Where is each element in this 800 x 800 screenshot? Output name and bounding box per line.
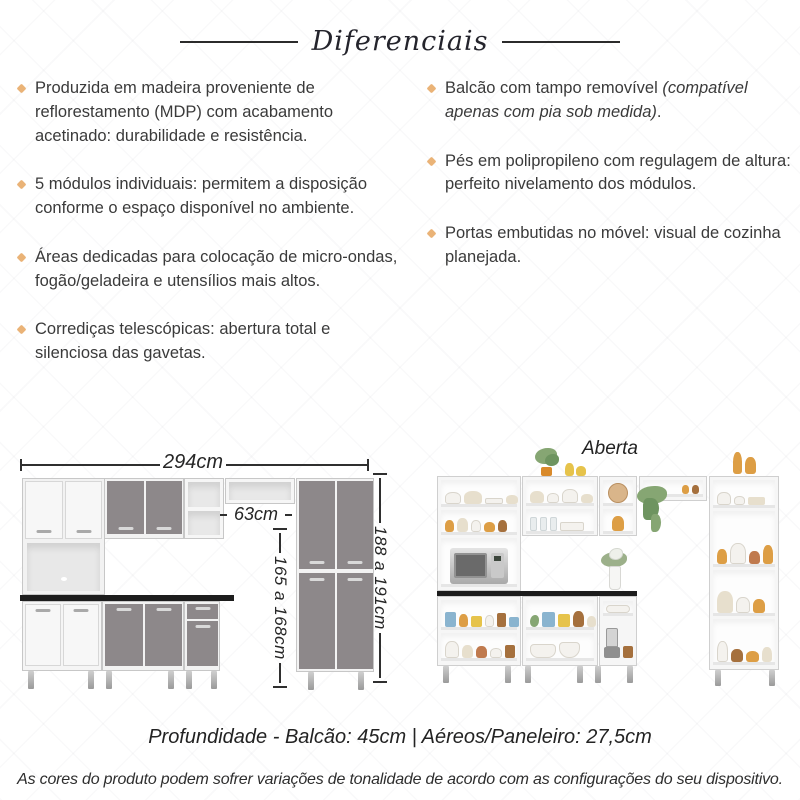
door-handle — [348, 578, 363, 581]
bottle-icon — [763, 545, 773, 564]
pot-icon — [530, 644, 556, 658]
shelf-with-dishes — [441, 480, 517, 507]
cabinet-leg — [769, 670, 775, 686]
feature-text: Pés em polipropileno com regulagem de altura: perfeito nivelamento dos módulos. — [445, 151, 791, 194]
cabinet-door — [299, 481, 335, 569]
dimension-line — [279, 663, 281, 683]
door-handle — [310, 561, 325, 564]
canister-icon — [530, 491, 544, 503]
canister-icon — [576, 466, 586, 476]
cabinet-door — [145, 604, 182, 666]
canister-icon — [736, 597, 750, 613]
shelf-with-groceries — [526, 600, 594, 630]
blender-jug — [606, 628, 618, 647]
feature-text-suffix: . — [656, 102, 662, 121]
bullet-diamond-icon — [17, 325, 27, 335]
dimension-tick — [285, 514, 292, 516]
dimension-tick — [20, 459, 22, 471]
bottle-icon — [745, 457, 756, 474]
dimension-line — [379, 478, 381, 523]
cabinet-leg — [577, 666, 583, 683]
bullet-diamond-icon — [17, 84, 27, 94]
grocery-box-icon — [542, 612, 555, 627]
drawer-handle — [195, 607, 210, 610]
feature-text: Portas embutidas no móvel: visual de cozinha planejada. — [445, 224, 781, 266]
niche-hole — [61, 577, 67, 581]
cabinet-leg — [211, 671, 217, 689]
feature-text: Áreas dedicadas para colocação de micro-ondas, fogão/geladeira e utensílios mais altos. — [35, 247, 398, 290]
dimension-line — [279, 533, 281, 553]
features-left-column — [18, 77, 404, 391]
cabinet-door — [63, 604, 99, 666]
open-diagram-label: Aberta — [582, 438, 638, 459]
cabinet-leg — [106, 671, 112, 689]
bullet-diamond-icon — [427, 229, 437, 239]
title-rule-right — [502, 41, 620, 43]
cabinet-leg — [505, 666, 511, 683]
microwave-niche-open — [441, 538, 517, 587]
bullet-diamond-icon — [17, 252, 27, 262]
open-pantry-cabinet — [709, 476, 779, 670]
door-handle — [195, 625, 210, 628]
door-handle — [157, 527, 172, 530]
open-base-cabinet — [437, 596, 521, 666]
door-handle — [37, 530, 52, 533]
features-right-column — [428, 77, 792, 295]
base-cabinet-gray — [102, 601, 184, 671]
pantry-shelf — [713, 619, 775, 665]
bowl-icon — [490, 648, 502, 658]
depth-note: Profundidade - Balcão: 45cm | Aéreos/Paneleiro: 27,5cm — [148, 726, 652, 748]
cabinet-leg — [443, 666, 449, 683]
dimension-line — [21, 464, 160, 466]
glass-icon — [530, 517, 537, 531]
canister-icon — [717, 492, 731, 505]
canister-icon — [562, 489, 578, 503]
plate-stack-icon — [748, 497, 765, 505]
dimension-tick — [367, 459, 369, 471]
plate-stack-icon — [485, 498, 503, 504]
cabinet-leg — [358, 672, 364, 690]
blender-base — [604, 647, 620, 658]
cabinet-leg — [88, 671, 94, 689]
dimension-tick — [273, 528, 287, 530]
canister-icon — [730, 543, 746, 564]
canister-icon — [717, 591, 733, 613]
jar-icon — [731, 649, 743, 662]
open-tower-cabinet — [437, 476, 521, 591]
upper-cabinet-white-tower — [22, 478, 105, 595]
hanging-plant-icon — [637, 486, 671, 538]
plant-leaves — [545, 454, 559, 466]
grocery-box-icon — [445, 612, 456, 627]
pantry-shelf — [713, 511, 775, 567]
dimension-total-width: 294cm — [162, 451, 224, 473]
pantry-cabinet — [296, 478, 374, 672]
page-title: Diferenciais — [311, 26, 489, 57]
door-handle — [74, 609, 89, 612]
cabinet-leg — [168, 671, 174, 689]
microwave-display — [494, 556, 501, 561]
shelf-with-groceries — [441, 600, 517, 630]
dimension-tick — [373, 473, 387, 475]
microwave-window — [454, 553, 487, 578]
closed-kitchen-diagram — [20, 450, 392, 700]
upper-cabinet-gray — [104, 478, 184, 539]
jug-icon — [445, 641, 459, 658]
door-handle — [348, 561, 363, 564]
cabinet-door — [105, 604, 143, 666]
base-drawer-unit — [184, 601, 220, 671]
feature-item — [428, 77, 792, 125]
dimension-tick — [220, 514, 227, 516]
feature-item — [428, 222, 792, 270]
bottle-icon — [717, 641, 728, 662]
pot-icon — [559, 642, 580, 658]
cabinet-leg — [308, 672, 314, 690]
door-handle — [76, 530, 91, 533]
microwave-icon — [450, 548, 508, 584]
cabinet-leg — [28, 671, 34, 689]
dimension-inner-height-group — [272, 528, 288, 688]
shelf-with-glasses — [526, 509, 594, 534]
dimension-inner-height: 165 a 168cm — [271, 556, 290, 660]
shelf-compartment — [229, 482, 291, 500]
shelf-with-jar — [603, 509, 633, 534]
feature-item — [18, 318, 404, 366]
bullet-diamond-icon — [17, 180, 27, 190]
jar-icon — [749, 551, 760, 564]
jar-icon — [498, 520, 507, 532]
plant-icon — [533, 448, 563, 476]
dimension-niche-width: 63cm — [233, 504, 278, 524]
grocery-box-icon — [558, 614, 570, 627]
towel-roll-icon — [606, 605, 630, 613]
open-kitchen-diagram — [425, 438, 795, 700]
feature-text: 5 módulos individuais: permitem a disposição conforme o espaço disponível no ambiente. — [35, 175, 367, 217]
open-small-unit — [599, 476, 637, 536]
canister-icon — [547, 493, 559, 503]
jar-icon — [692, 485, 699, 494]
plant-leaves — [651, 514, 661, 532]
shelf-with-dishes — [526, 480, 594, 506]
dimension-total-height: 188 a 191cm — [371, 526, 390, 630]
cabinet-door — [337, 573, 373, 669]
pot-icon — [476, 646, 487, 658]
jar-icon — [762, 647, 772, 662]
door-handle — [36, 609, 51, 612]
cabinet-leg — [715, 670, 721, 686]
shelf-with-jars — [441, 510, 517, 535]
dimension-tick — [273, 686, 287, 688]
grocery-box-icon — [497, 613, 506, 627]
open-upper-cabinet — [522, 476, 598, 536]
header — [0, 26, 800, 57]
dimension-line — [379, 633, 381, 678]
shelf-with-plate — [603, 480, 633, 506]
color-disclaimer: As cores do produto podem sofrer variações de tonalidade de acordo com as configurações do seu dispositivo. — [17, 771, 783, 788]
glass-icon — [540, 517, 547, 531]
dimension-tick — [373, 681, 387, 683]
microwave-niche — [27, 543, 100, 591]
jar-icon — [484, 522, 495, 532]
cabinet-door — [107, 481, 144, 534]
title-rule-left — [180, 41, 298, 43]
jar-icon — [717, 549, 727, 564]
base-cabinet-white — [22, 601, 102, 671]
cabinet-door — [25, 604, 61, 666]
drawer-front — [187, 604, 218, 619]
jar-icon — [587, 616, 596, 627]
cabinet-door — [25, 481, 63, 539]
bowl-icon — [445, 492, 461, 504]
glass-icon — [550, 517, 557, 531]
feature-text — [445, 77, 792, 125]
feature-item — [428, 150, 792, 198]
bowl-icon — [506, 495, 518, 504]
feature-item — [18, 77, 404, 148]
door-handle — [156, 608, 171, 611]
feature-item — [18, 246, 404, 294]
jar-icon — [485, 615, 494, 627]
dimension-total-height-group — [372, 473, 388, 683]
jar-icon — [746, 651, 759, 662]
door-handle — [118, 527, 133, 530]
canister-icon — [505, 645, 515, 658]
bowl-icon — [464, 491, 482, 504]
pantry-shelf — [713, 480, 775, 508]
wide-top-shelf — [225, 478, 295, 504]
plant-pot — [541, 467, 552, 476]
bowl-icon — [734, 496, 745, 505]
bullet-diamond-icon — [427, 156, 437, 166]
jar-icon — [457, 518, 468, 532]
bullet-diamond-icon — [427, 84, 437, 94]
bottle-icon — [733, 452, 742, 474]
pantry-shelf — [713, 570, 775, 616]
cabinet-door — [65, 481, 102, 539]
grocery-box-icon — [471, 616, 482, 627]
shelf-with-pots — [526, 633, 594, 661]
door-handle — [310, 578, 325, 581]
cabinet-leg — [525, 666, 531, 683]
open-base-unit — [599, 596, 637, 666]
jar-icon — [612, 516, 624, 531]
shelf-with-jars — [441, 633, 517, 661]
blender-icon — [604, 628, 620, 658]
paper-bag-icon — [573, 611, 584, 627]
canister-icon — [581, 494, 593, 503]
jar-icon — [471, 520, 481, 532]
cabinet-leg — [627, 666, 633, 683]
jar-icon — [753, 599, 765, 613]
flower-vase-icon — [601, 552, 631, 591]
canister-icon — [623, 646, 633, 658]
feature-text-normal: Balcão com tampo removível — [445, 79, 663, 97]
cabinet-door — [146, 481, 182, 534]
jar-icon — [445, 520, 454, 532]
shelf-with-blender — [603, 619, 633, 661]
jar-icon — [530, 615, 539, 627]
jar-icon — [682, 485, 689, 494]
feature-text-italic: (compatível apenas com pia sob medida) — [445, 79, 748, 121]
cabinet-door — [337, 481, 373, 569]
cabinet-door — [299, 573, 335, 669]
canister-icon — [565, 463, 574, 476]
cabinet-door — [187, 621, 218, 666]
feature-text: Produzida em madeira proveniente de reflorestamento (MDP) com acabamento acetinado: durabilidade e resistência. — [35, 79, 334, 145]
plate-stack-icon — [560, 522, 584, 531]
dimension-line — [226, 464, 368, 466]
cabinet-leg — [595, 666, 601, 683]
cabinet-leg — [186, 671, 192, 689]
grocery-box-icon — [509, 617, 519, 627]
feature-text: Corrediças telescópicas: abertura total e silenciosa das gavetas. — [35, 320, 331, 362]
dimension-niche — [208, 504, 304, 525]
feature-item — [18, 173, 404, 221]
decorative-plate-icon — [608, 483, 628, 503]
open-base-cabinet — [522, 596, 598, 666]
door-handle — [117, 608, 132, 611]
vase — [609, 566, 621, 590]
shelf-with-towels — [603, 601, 633, 616]
jar-icon — [462, 645, 473, 658]
jar-icon — [459, 614, 468, 627]
